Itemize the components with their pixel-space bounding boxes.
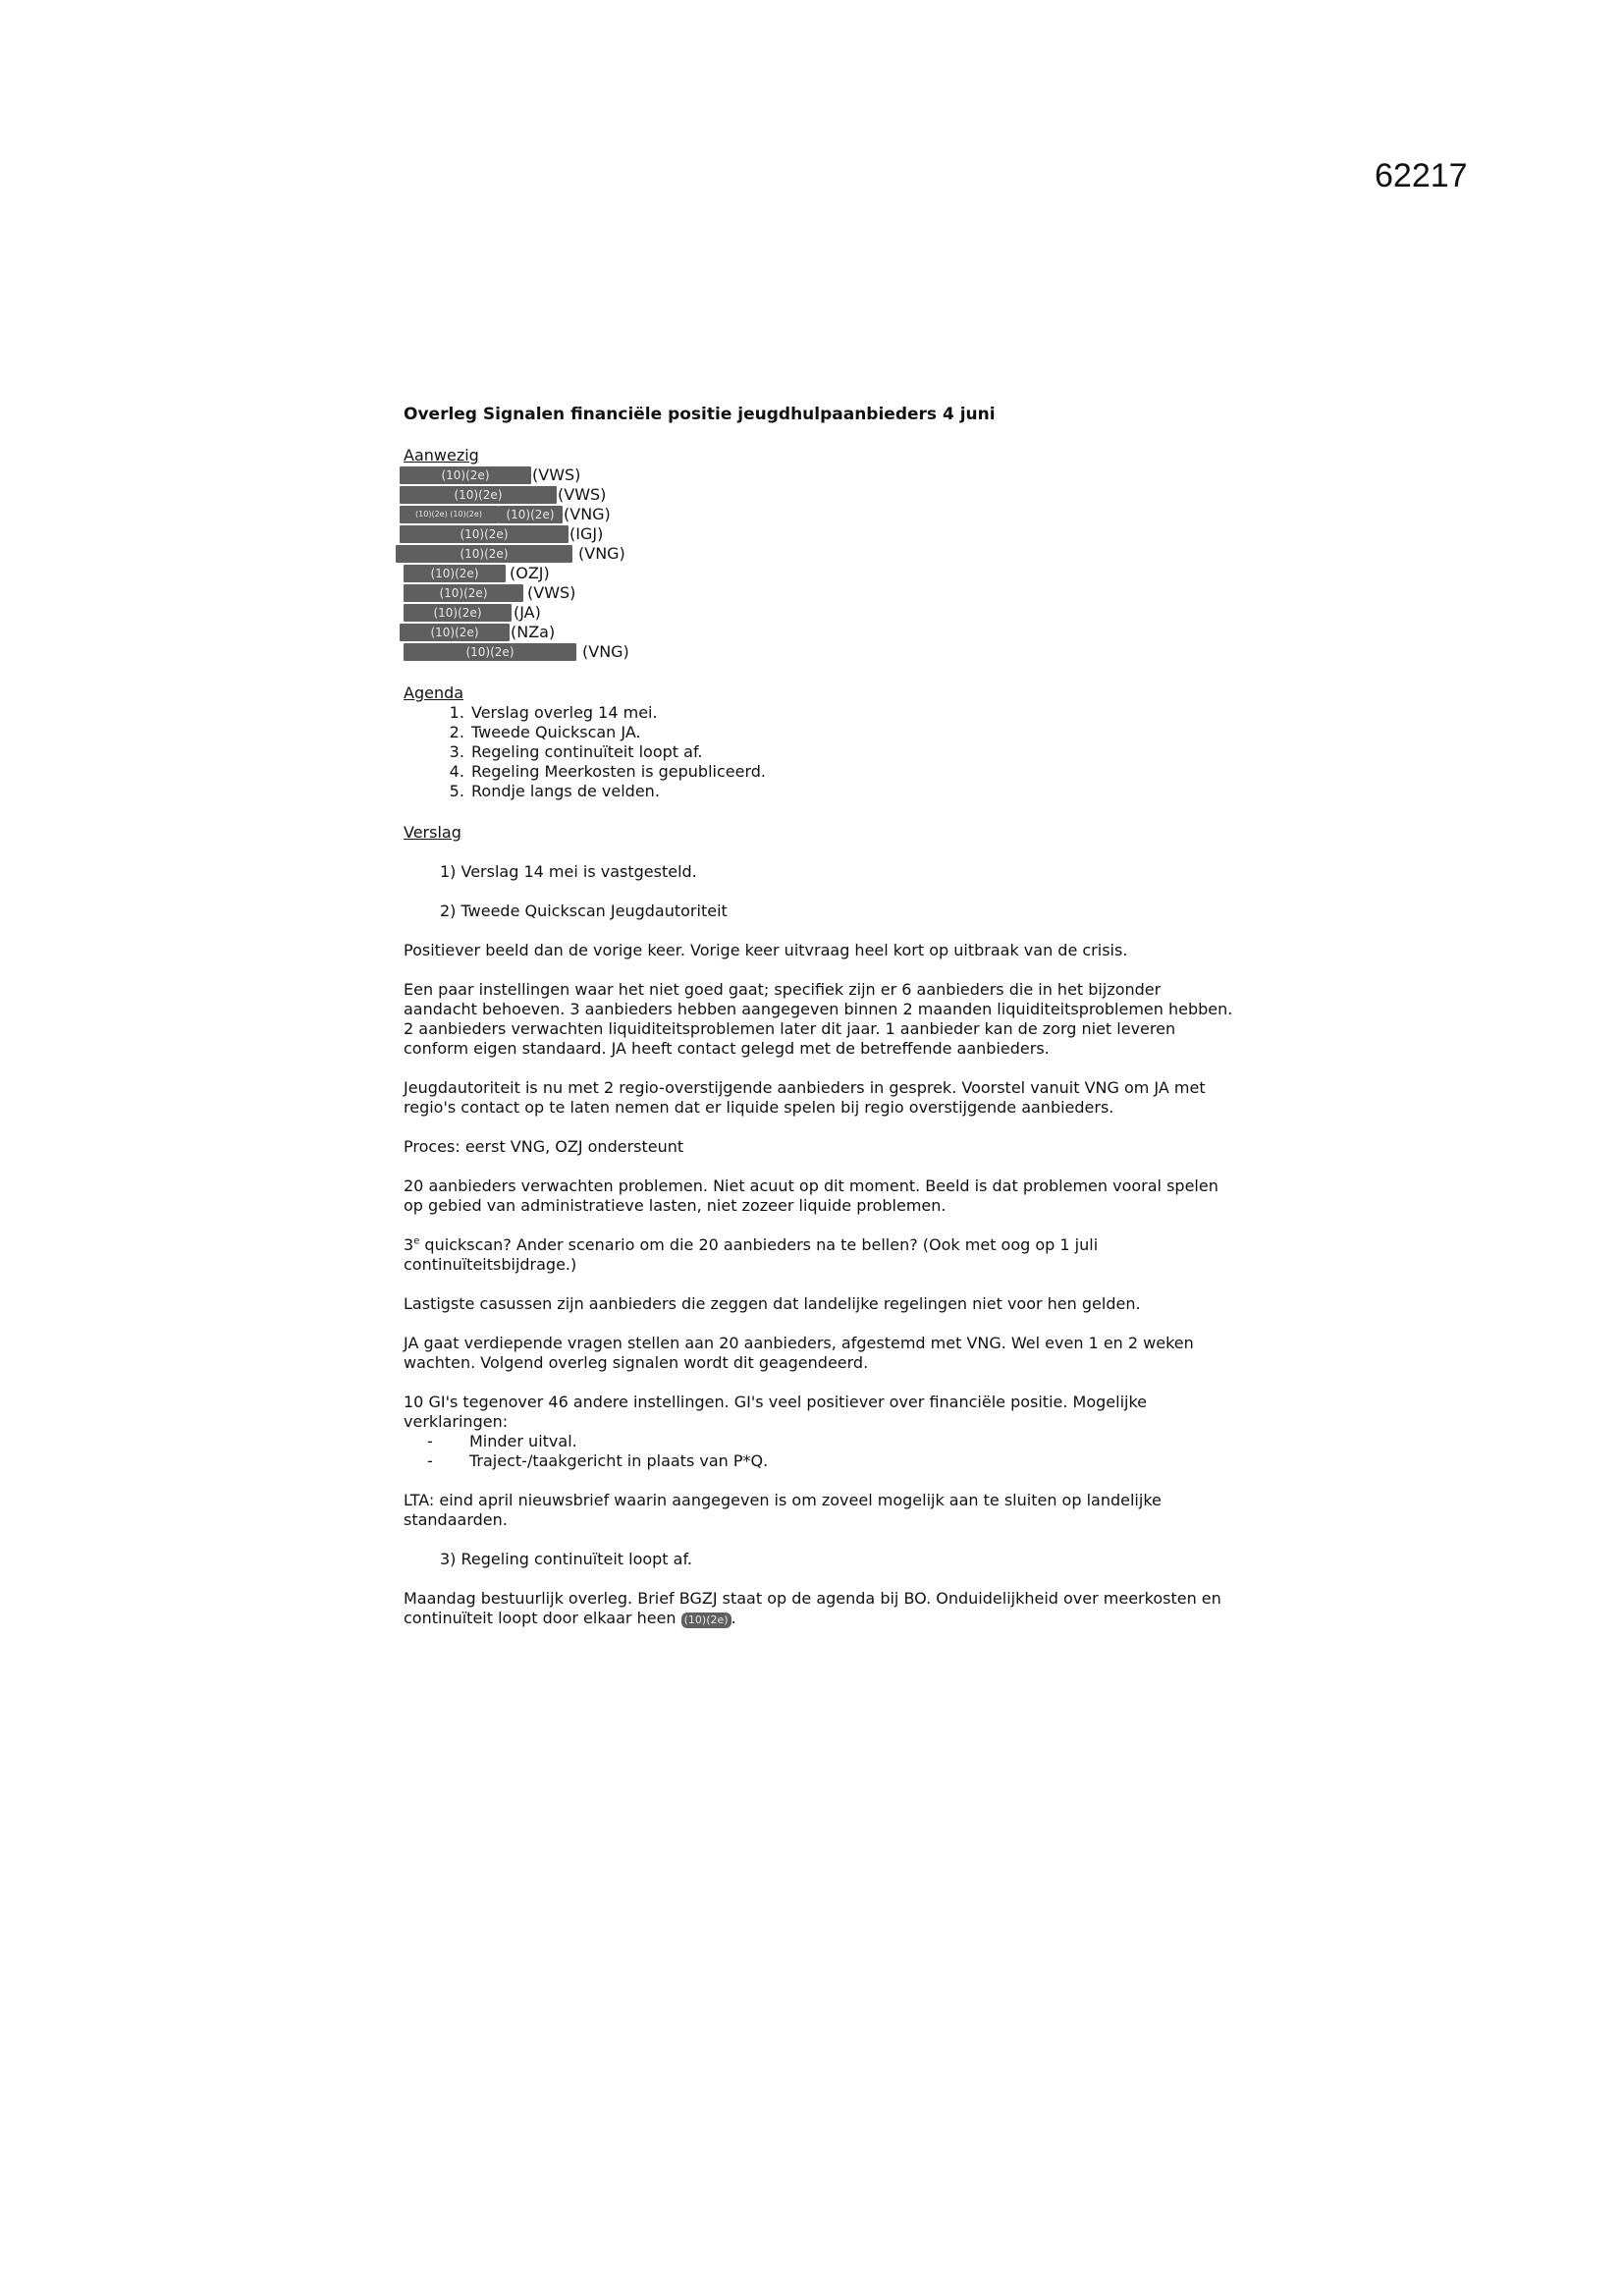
attendee-org: (VNG)	[582, 642, 629, 661]
paragraph: Een paar instellingen waar het niet goed gaat; specifiek zijn er 6 aanbieders die in het bijzonder aandacht behoeven. 3 aanbieders hebben aangegeven binnen 2 maanden liquiditeitsproblemen hebben. 2 aanbieders verwachten liquiditeitsproblemen later dit jaar. 1 aanbieder kan de zorg niet leveren conform eigen standaard. JA heeft contact gelegd met de betreffende aanbieders.	[404, 980, 1233, 1058]
attendees-heading: Aanwezig	[404, 446, 479, 465]
attendee-row	[404, 642, 1238, 662]
quickscan-number: 3	[404, 1235, 414, 1254]
redaction-box: (10)(2e)	[404, 565, 506, 582]
redaction-box: (10)(2e)	[681, 1613, 731, 1628]
explanation-text: Minder uitval.	[469, 1432, 577, 1450]
final-end: .	[731, 1609, 736, 1627]
attendee-row	[404, 465, 1238, 485]
document-number: 62217	[1375, 157, 1468, 194]
attendee-org: (VWS)	[527, 583, 576, 602]
paragraph: 10 GI's tegenover 46 andere instellingen. GI's veel positiever over financiële positie. Mogelijke verklaringen:	[404, 1393, 1147, 1431]
agenda-list	[404, 703, 1238, 801]
agenda-item: 3. Regeling continuïteit loopt af.	[469, 742, 1238, 762]
redaction-box: (10)(2e)	[498, 506, 563, 523]
quickscan-paragraph	[404, 1235, 1238, 1275]
attendee-org: (VWS)	[532, 465, 581, 484]
redaction-box: (10)(2e)	[404, 584, 523, 602]
document-title: Overleg Signalen financiële positie jeugdhulpaanbieders 4 juni	[404, 405, 996, 424]
attendee-row	[404, 485, 1238, 505]
report-heading: Verslag	[404, 823, 461, 842]
redaction-box: (10)(2e)	[404, 643, 576, 661]
paragraph: 20 aanbieders verwachten problemen. Niet acuut op dit moment. Beeld is dat problemen vooral spelen op gebied van administratieve lasten, niet zozeer liquide problemen.	[404, 1176, 1218, 1215]
agenda-item: 2. Tweede Quickscan JA.	[469, 723, 1238, 742]
explanations-list	[404, 1432, 1238, 1471]
attendee-row	[404, 524, 1238, 544]
paragraph: Proces: eerst VNG, OZJ ondersteunt	[404, 1137, 684, 1156]
report-item-3: 3) Regeling continuïteit loopt af.	[440, 1550, 693, 1568]
attendee-row	[404, 505, 1238, 524]
attendee-row	[404, 603, 1238, 623]
attendee-row	[404, 583, 1238, 603]
lta-paragraph: LTA: eind april nieuwsbrief waarin aangegeven is om zoveel mogelijk aan te sluiten op landelijke standaarden.	[404, 1491, 1162, 1529]
paragraph: JA gaat verdiepende vragen stellen aan 20 aanbieders, afgestemd met VNG. Wel even 1 en 2 weken wachten. Volgend overleg signalen wordt dit geagendeerd.	[404, 1334, 1194, 1372]
document-body	[404, 405, 1238, 1648]
quickscan-text: quickscan? Ander scenario om die 20 aanbieders na te bellen? (Ook met oog op 1 juli continuïteitsbijdrage.)	[404, 1235, 1099, 1274]
redaction-box: (10)(2e)	[404, 604, 512, 622]
final-paragraph	[404, 1589, 1238, 1628]
attendee-row	[404, 623, 1238, 642]
attendee-org: (VNG)	[564, 505, 611, 523]
attendee-org: (JA)	[514, 603, 541, 622]
redaction-box: (10)(2e)	[396, 545, 572, 563]
attendees-list	[404, 465, 1238, 662]
redaction-box: (10)(2e) (10)(2e)	[400, 506, 498, 523]
quickscan-superscript: e	[413, 1235, 420, 1247]
attendee-org: (VNG)	[578, 544, 625, 563]
agenda-item: 1. Verslag overleg 14 mei.	[469, 703, 1238, 723]
agenda-item: 4. Regeling Meerkosten is gepubliceerd.	[469, 762, 1238, 782]
attendee-row	[404, 564, 1238, 583]
paragraph: Positiever beeld dan de vorige keer. Vorige keer uitvraag heel kort op uitbraak van de crisis.	[404, 941, 1128, 959]
agenda-item: 5. Rondje langs de velden.	[469, 782, 1238, 801]
attendee-org: (OZJ)	[510, 564, 550, 582]
explanation-item	[427, 1432, 1238, 1451]
redaction-box: (10)(2e)	[400, 466, 531, 484]
final-text: Maandag bestuurlijk overleg. Brief BGZJ staat op de agenda bij BO. Onduidelijkheid over meerkosten en continuïteit loopt door elkaar heen	[404, 1589, 1221, 1627]
agenda-heading: Agenda	[404, 683, 464, 702]
explanation-item	[427, 1451, 1238, 1471]
attendee-org: (VWS)	[558, 485, 607, 504]
attendee-org: (IGJ)	[569, 524, 604, 543]
report-item-2: 2) Tweede Quickscan Jeugdautoriteit	[440, 902, 728, 920]
redaction-box: (10)(2e)	[400, 525, 568, 543]
paragraph: Jeugdautoriteit is nu met 2 regio-overstijgende aanbieders in gesprek. Voorstel vanuit VNG om JA met regio's contact op te laten nemen dat er liquide spelen bij regio overstijgende aanbieders.	[404, 1078, 1206, 1117]
explanation-text: Traject-/taakgericht in plaats van P*Q.	[469, 1451, 769, 1470]
paragraph: Lastigste casussen zijn aanbieders die zeggen dat landelijke regelingen niet voor hen gelden.	[404, 1294, 1141, 1313]
report-item-1: 1) Verslag 14 mei is vastgesteld.	[440, 862, 697, 881]
attendee-org: (NZa)	[511, 623, 556, 641]
redaction-box: (10)(2e)	[400, 624, 510, 641]
redaction-box: (10)(2e)	[400, 486, 557, 504]
attendee-row	[404, 544, 1238, 564]
